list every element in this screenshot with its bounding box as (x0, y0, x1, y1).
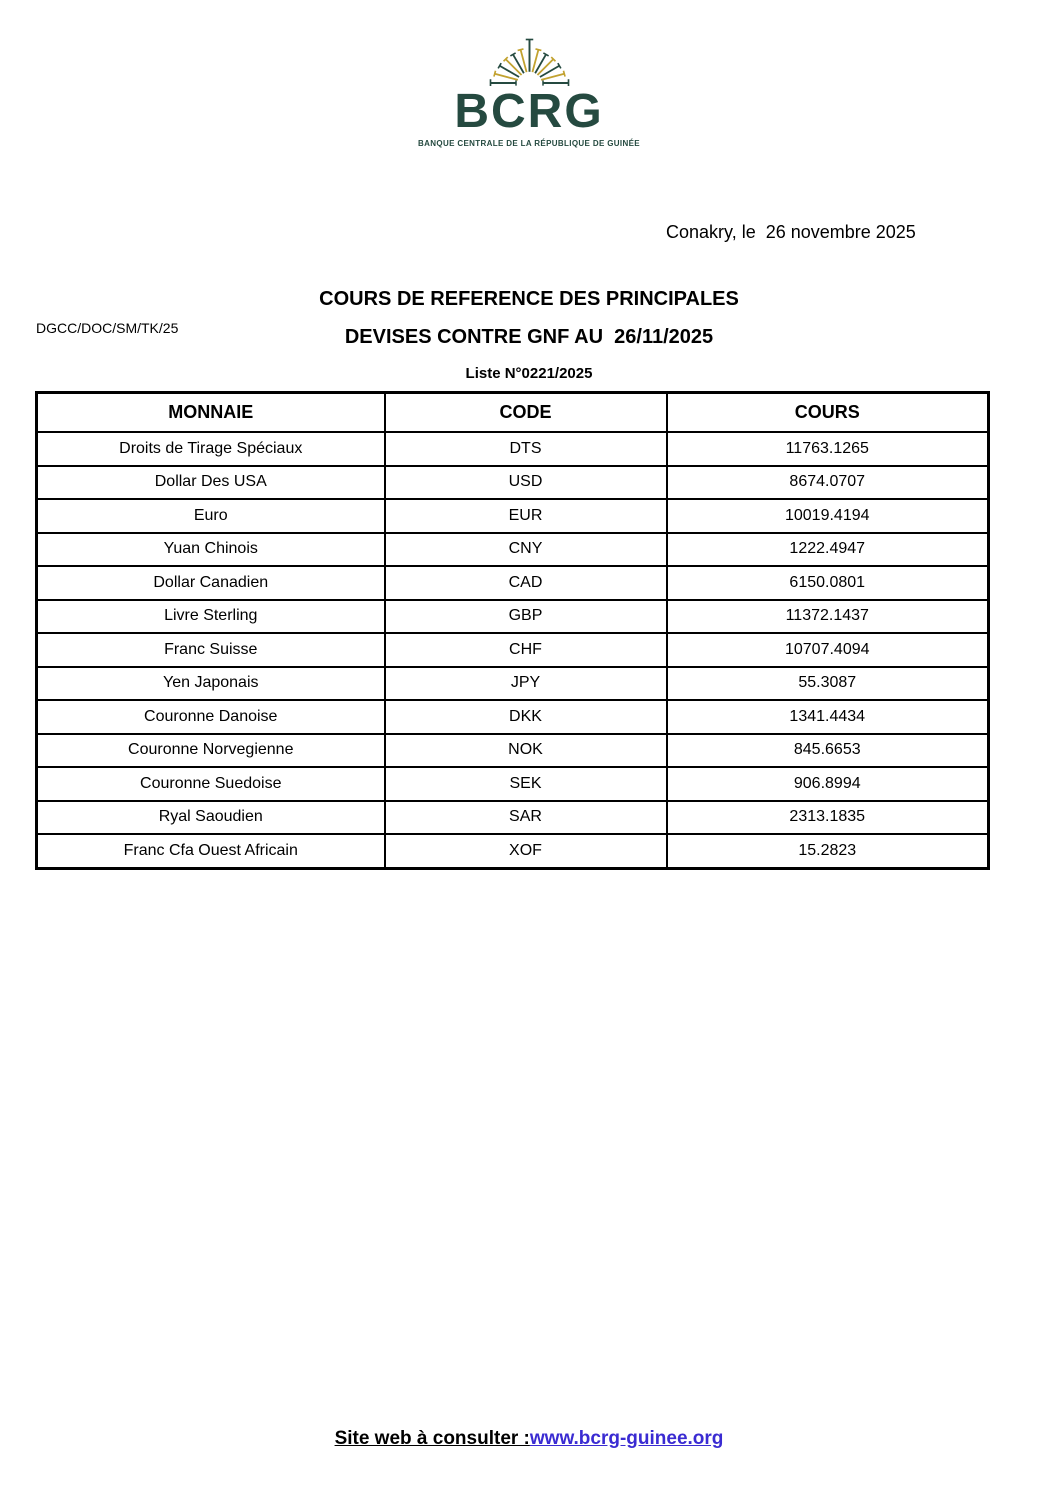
currency-name-cell: Euro (37, 499, 385, 533)
table-row (37, 767, 989, 801)
website-label: Site web à consulter : (334, 1428, 530, 1449)
currency-name-cell: Livre Sterling (37, 600, 385, 634)
currency-rate-cell: 845.6653 (667, 734, 989, 768)
currency-rate-cell: 10019.4194 (667, 499, 989, 533)
table-row (37, 566, 989, 600)
logo-tagline: BANQUE CENTRALE DE LA RÉPUBLIQUE DE GUINÉE (418, 139, 640, 148)
currency-name-cell: Franc Cfa Ouest Africain (37, 834, 385, 868)
currency-rate-cell: 1341.4434 (667, 700, 989, 734)
currency-rate-cell: 6150.0801 (667, 566, 989, 600)
table-row (37, 633, 989, 667)
title-line-2: DEVISES CONTRE GNF AU 26/11/2025 (344, 326, 714, 348)
footer (0, 1428, 1058, 1450)
currency-code-cell: CAD (385, 566, 667, 600)
table-row (37, 432, 989, 466)
website-link[interactable]: www.bcrg-guinee.org (529, 1428, 724, 1449)
currency-code-cell: XOF (385, 834, 667, 868)
col-header-cours: COURS (667, 393, 989, 433)
table-row (37, 734, 989, 768)
currency-name-cell: Dollar Canadien (37, 566, 385, 600)
currency-name-cell: Dollar Des USA (37, 466, 385, 500)
currency-name-cell: Yen Japonais (37, 667, 385, 701)
sunburst-rays-icon (477, 26, 582, 86)
currency-code-cell: EUR (385, 499, 667, 533)
currency-code-cell: CNY (385, 533, 667, 567)
exchange-rates-table (35, 391, 990, 870)
title-line-1: COURS DE REFERENCE DES PRINCIPALES (319, 288, 739, 310)
col-header-monnaie: MONNAIE (37, 393, 385, 433)
table-row (37, 533, 989, 567)
currency-rate-cell: 2313.1835 (667, 801, 989, 835)
currency-code-cell: NOK (385, 734, 667, 768)
table-row (37, 700, 989, 734)
currency-name-cell: Couronne Suedoise (37, 767, 385, 801)
logo-acronym: BCRG (454, 85, 604, 138)
currency-name-cell: Droits de Tirage Spéciaux (37, 432, 385, 466)
currency-code-cell: GBP (385, 600, 667, 634)
currency-code-cell: DKK (385, 700, 667, 734)
currency-name-cell: Yuan Chinois (37, 533, 385, 567)
currency-rate-cell: 8674.0707 (667, 466, 989, 500)
reference-number: DGCC/DOC/SM/TK/25 (36, 320, 179, 336)
table-row (37, 667, 989, 701)
table-row (37, 801, 989, 835)
currency-rate-cell: 906.8994 (667, 767, 989, 801)
table-row (37, 466, 989, 500)
currency-rate-cell: 10707.4094 (667, 633, 989, 667)
currency-name-cell: Couronne Norvegienne (37, 734, 385, 768)
currency-name-cell: Ryal Saoudien (37, 801, 385, 835)
currency-code-cell: CHF (385, 633, 667, 667)
currency-rate-cell: 1222.4947 (667, 533, 989, 567)
col-header-code: CODE (385, 393, 667, 433)
currency-rate-cell: 55.3087 (667, 667, 989, 701)
currency-rate-cell: 11372.1437 (667, 600, 989, 634)
currency-rate-cell: 11763.1265 (667, 432, 989, 466)
bcrg-logo (0, 26, 1058, 148)
table-row (37, 499, 989, 533)
currency-name-cell: Couronne Danoise (37, 700, 385, 734)
currency-name-cell: Franc Suisse (37, 633, 385, 667)
list-number: Liste N°0221/2025 (465, 365, 593, 382)
currency-code-cell: SAR (385, 801, 667, 835)
table-row (37, 834, 989, 868)
currency-code-cell: SEK (385, 767, 667, 801)
table-row (37, 600, 989, 634)
currency-rate-cell: 15.2823 (667, 834, 989, 868)
document-titles (0, 288, 1058, 382)
table-header-row (37, 393, 989, 433)
currency-code-cell: JPY (385, 667, 667, 701)
currency-code-cell: DTS (385, 432, 667, 466)
currency-code-cell: USD (385, 466, 667, 500)
date-line: Conakry, le 26 novembre 2025 (666, 222, 916, 242)
